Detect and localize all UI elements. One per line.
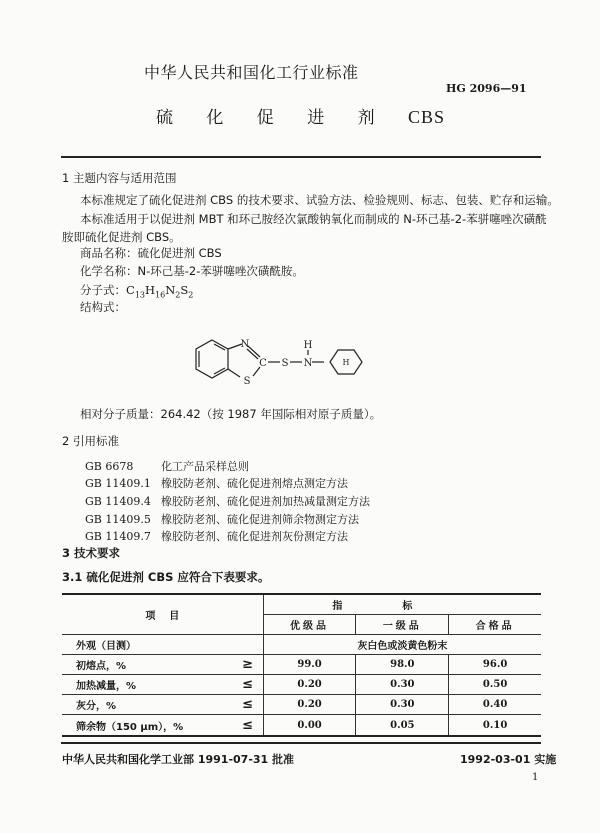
header-grade-qualified: 合格品 xyxy=(449,615,541,635)
table-row: 初熔点，% ≥ 99.0 98.0 96.0 xyxy=(62,655,541,675)
reference-item: GB 11409.7 橡胶防老剂、硫化促进剂灰份测定方法 xyxy=(85,530,348,543)
atom-s-ring: S xyxy=(243,376,251,387)
page-number: 1 xyxy=(532,772,539,783)
atom-h-amine: H xyxy=(303,340,313,351)
footer-divider xyxy=(61,742,541,744)
formula-label: 分子式： xyxy=(80,283,126,297)
title-product-code: CBS xyxy=(408,107,446,127)
molecular-formula: 分子式：$C_{13}H_{16}N_2S_2$ xyxy=(80,283,194,300)
trade-name: 商品名称：硫化促进剂 CBS xyxy=(80,246,222,260)
table-row: 外观（目测） 灰白色或淡黄色粉末 xyxy=(62,635,541,655)
chemical-name: 化学名称：N-环己基-2-苯骈噻唑次磺酰胺。 xyxy=(80,264,304,278)
header-divider xyxy=(61,156,541,158)
reference-item: GB 6678 化工产品采样总则 xyxy=(85,460,249,473)
atom-c: C xyxy=(259,358,267,369)
atom-s-link: S xyxy=(281,358,289,369)
effective-date: 1992-03-01 实施 xyxy=(460,753,557,766)
reference-item: GB 11409.4 橡胶防老剂、硫化促进剂加热减量测定方法 xyxy=(85,495,370,508)
section-2-heading: 2 引用标准 xyxy=(62,434,119,448)
table-row: 加热减量，% ≤ 0.20 0.30 0.50 xyxy=(62,675,541,695)
structural-formula-diagram xyxy=(190,330,390,395)
section-1-heading: 1 主题内容与适用范围 xyxy=(62,171,177,185)
section-3-1-heading: 3.1 硫化促进剂 CBS 应符合下表要求。 xyxy=(62,570,270,584)
standard-code: HG 2096—91 xyxy=(446,82,527,95)
cyclohexyl-h: H xyxy=(342,358,350,367)
structure-label: 结构式： xyxy=(80,300,126,314)
scope-paragraph-1: 本标准规定了硫化促进剂 CBS 的技术要求、试验方法、检验规则、标志、包装、贮存和运输。 xyxy=(80,193,559,207)
header-item: 项 目 xyxy=(62,594,263,635)
scope-paragraph-2-line-1: 本标准适用于以促进剂 MBT 和环己胺经次氯酸钠氧化而制成的 N-环己基-2-苯骈噻唑次磺酰 xyxy=(80,212,547,226)
atom-n-amine: N xyxy=(303,358,313,369)
section-3-heading: 3 技术要求 xyxy=(62,546,121,560)
reference-item: GB 11409.1 橡胶防老剂、硫化促进剂熔点测定方法 xyxy=(85,477,348,490)
table-row: 筛余物（150 μm），% ≤ 0.00 0.05 0.10 xyxy=(62,715,541,737)
header-grade-premium: 优级品 xyxy=(263,615,356,635)
molecular-weight: 相对分子质量：264.42（按 1987 年国际相对原子质量）。 xyxy=(80,407,382,421)
atom-n-ring: N xyxy=(240,339,250,350)
header-grade-first: 一级品 xyxy=(356,615,449,635)
table-row: 灰分，% ≤ 0.20 0.30 0.40 xyxy=(62,695,541,715)
requirements-table xyxy=(62,593,541,737)
approval-line: 中华人民共和国化学工业部 1991-07-31 批准 xyxy=(62,753,295,766)
header-index: 指标 xyxy=(263,594,541,615)
title-chinese: 硫 化 促 进 剂 xyxy=(156,108,389,128)
scope-paragraph-2-line-2: 胺即硫化促进剂 CBS。 xyxy=(62,230,181,244)
issuing-organization: 中华人民共和国化工行业标准 xyxy=(144,63,359,82)
document-title xyxy=(156,103,445,128)
reference-item: GB 11409.5 橡胶防老剂、硫化促进剂筛余物测定方法 xyxy=(85,513,359,526)
